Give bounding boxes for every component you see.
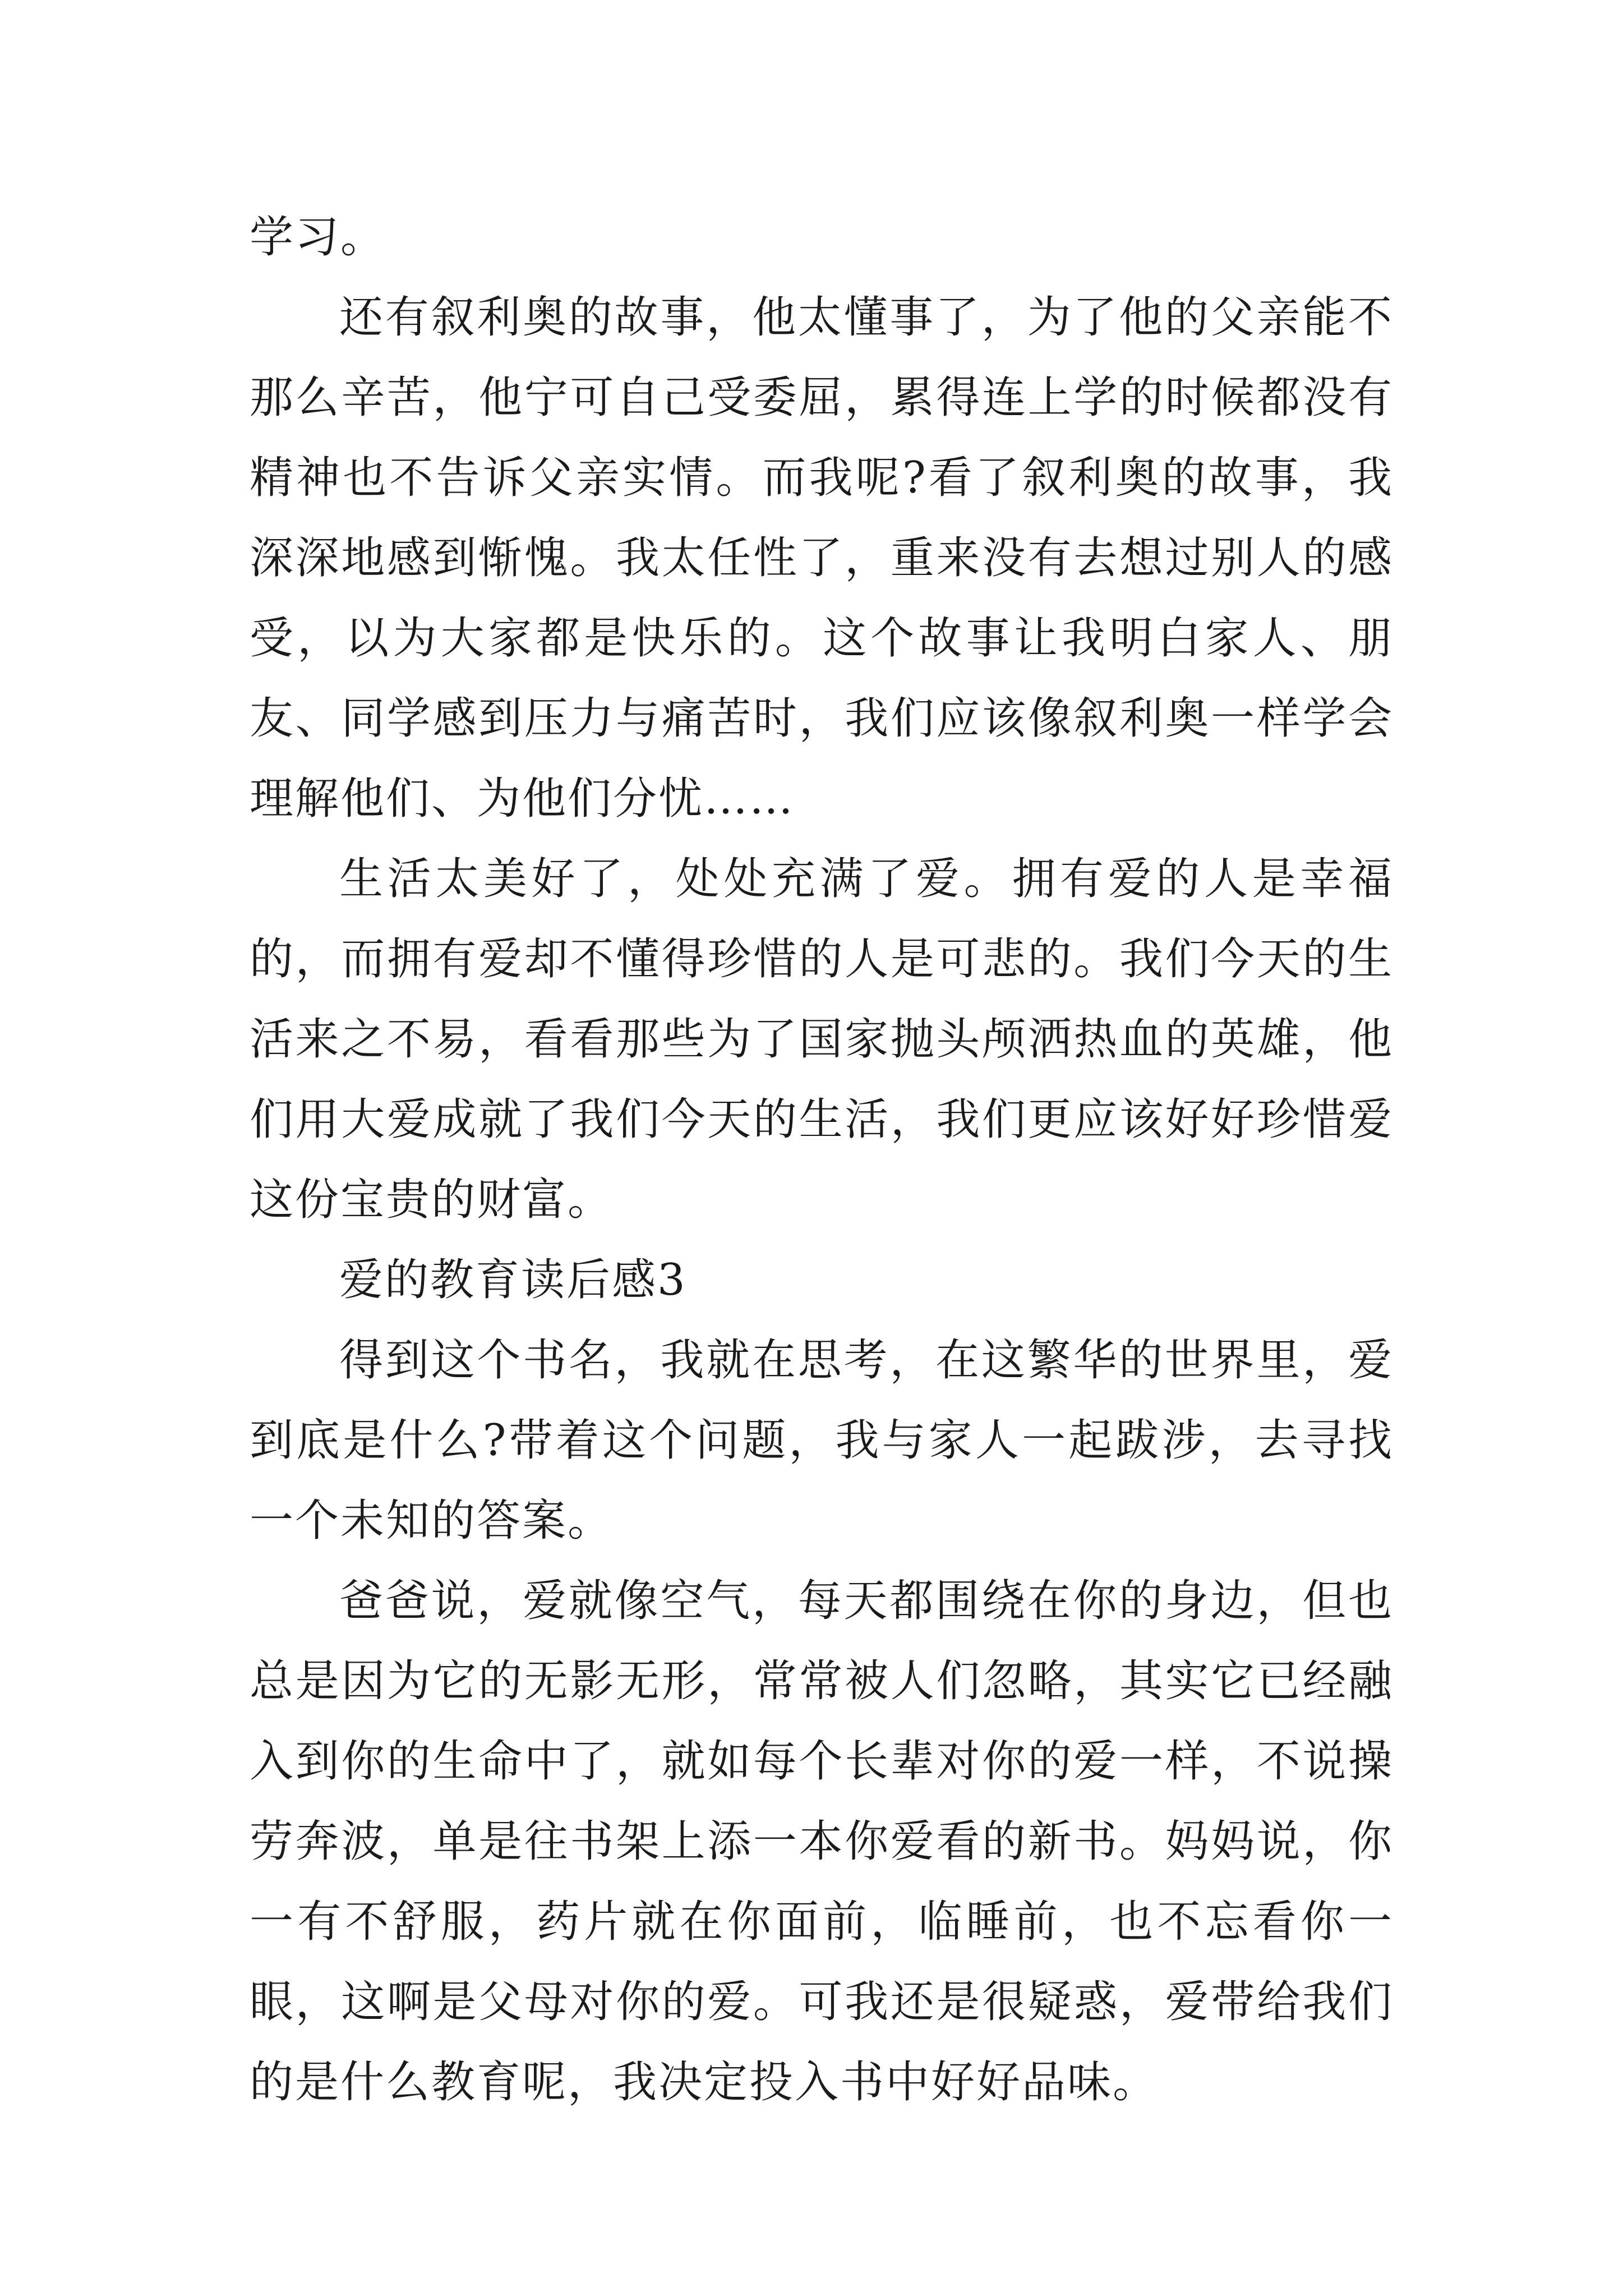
document-body xyxy=(250,197,1394,2123)
paragraph-parents-love: 爸爸说，爱就像空气，每天都围绕在你的身边，但也总是因为它的无影无形，常常被人们忽略，其实它已经融入到你的生命中了，就如每个长辈对你的爱一样，不说操劳奔波，单是往书架上添一本你爱看的新书。妈妈说，你一有不舒服，药片就在你面前，临睡前，也不忘看你一眼，这啊是父母对你的爱。可我还是很疑惑，爱带给我们的是什么教育呢，我决定投入书中好好品味。 xyxy=(250,1576,1394,2108)
paragraph-life-love: 生活太美好了，处处充满了爱。拥有爱的人是幸福的，而拥有爱却不懂得珍惜的人是可悲的。我们今天的生活来之不易，看看那些为了国家抛头颅洒热血的英雄，他们用大爱成就了我们今天的生活，我们更应该好好珍惜爱这份宝贵的财富。 xyxy=(250,854,1394,1225)
section-heading: 爱的教育读后感3 xyxy=(339,1255,687,1305)
paragraph-story-xiliao: 还有叙利奥的故事，他太懂事了，为了他的父亲能不那么辛苦，他宁可自己受委屈，累得连上学的时候都没有精神也不告诉父亲实情。而我呢?看了叙利奥的故事，我深深地感到惭愧。我太任性了，重来没有去想过别人的感受，以为大家都是快乐的。这个故事让我明白家人、朋友、同学感到压力与痛苦时，我们应该像叙利奥一样学会理解他们、为他们分忧…… xyxy=(250,292,1394,824)
paragraph-continuation: 学习。 xyxy=(250,212,386,263)
paragraph-book-title: 得到这个书名，我就在思考，在这繁华的世界里，爱到底是什么?带着这个问题，我与家人一起跋涉，去寻找一个未知的答案。 xyxy=(250,1335,1394,1546)
